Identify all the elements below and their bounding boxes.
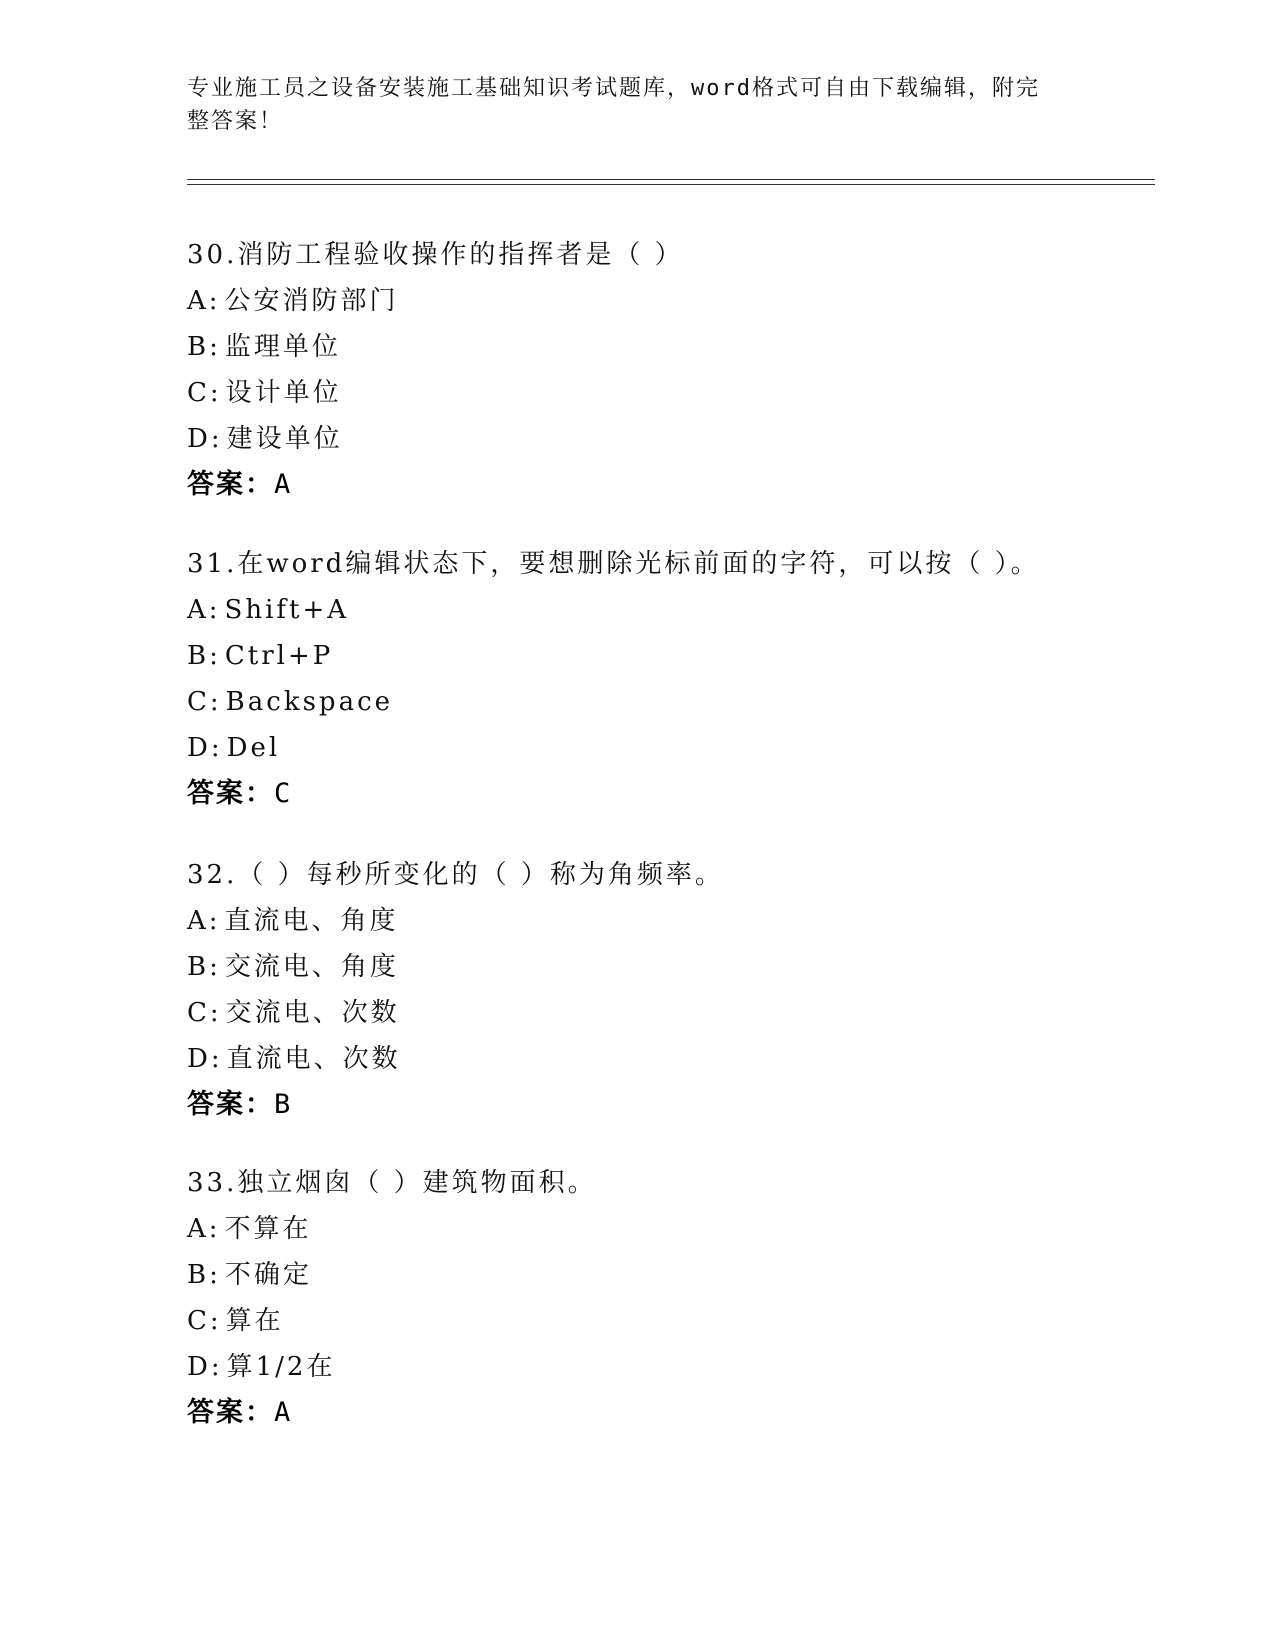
option-a <box>187 898 1167 944</box>
option-label: A: <box>187 906 221 936</box>
option-label: C: <box>187 1306 222 1336</box>
answer-label: 答案： <box>187 1089 274 1120</box>
answer-value: B <box>274 1089 293 1120</box>
header-divider-top <box>187 179 1155 180</box>
option-label: B: <box>187 332 221 362</box>
option-text: 交流电、角度 <box>224 952 399 982</box>
option-text: Backspace <box>225 687 394 717</box>
option-b <box>187 633 1167 679</box>
option-text: 直流电、次数 <box>226 1044 401 1074</box>
option-label: D: <box>187 1044 223 1074</box>
option-text: 设计单位 <box>225 378 342 408</box>
question-stem: 32.（ ）每秒所变化的（ ）称为角频率。 <box>187 860 724 890</box>
option-text: Ctrl+P <box>224 641 334 671</box>
option-text: 不算在 <box>224 1214 312 1244</box>
option-text: Del <box>226 733 281 763</box>
answer-value: A <box>274 469 293 500</box>
answer-line <box>187 462 1167 508</box>
document-header <box>187 72 1067 138</box>
option-label: A: <box>187 286 221 316</box>
question-33 <box>187 1160 1167 1436</box>
option-label: A: <box>187 1214 221 1244</box>
header-line-2: 整答案！ <box>187 109 284 134</box>
question-stem: 30.消防工程验收操作的指挥者是（ ） <box>187 240 684 270</box>
option-text: 建设单位 <box>226 424 343 454</box>
option-label: C: <box>187 378 222 408</box>
option-a <box>187 1206 1167 1252</box>
header-line-1: 专业施工员之设备安装施工基础知识考试题库，word格式可自由下载编辑，附完 <box>187 76 1040 101</box>
answer-label: 答案： <box>187 778 274 809</box>
question-30 <box>187 232 1167 508</box>
question-stem: 33.独立烟囱（ ）建筑物面积。 <box>187 1168 597 1198</box>
option-d <box>187 1036 1167 1082</box>
answer-line <box>187 1390 1167 1436</box>
option-text: 监理单位 <box>224 332 341 362</box>
option-a <box>187 278 1167 324</box>
option-label: D: <box>187 733 223 763</box>
option-c <box>187 1298 1167 1344</box>
option-text: 交流电、次数 <box>225 998 400 1028</box>
option-label: B: <box>187 641 221 671</box>
option-text: Shift+A <box>224 595 350 625</box>
option-b <box>187 324 1167 370</box>
option-d <box>187 1344 1167 1390</box>
question-32 <box>187 852 1167 1128</box>
option-b <box>187 1252 1167 1298</box>
answer-value: A <box>274 1397 293 1428</box>
option-text: 公安消防部门 <box>224 286 399 316</box>
answer-line <box>187 771 1167 817</box>
option-d <box>187 416 1167 462</box>
option-c <box>187 990 1167 1036</box>
option-a <box>187 587 1167 633</box>
option-b <box>187 944 1167 990</box>
option-text: 不确定 <box>224 1260 312 1290</box>
option-label: A: <box>187 595 221 625</box>
option-text: 算在 <box>225 1306 284 1336</box>
option-text: 直流电、角度 <box>224 906 399 936</box>
option-label: D: <box>187 424 223 454</box>
answer-label: 答案： <box>187 469 274 500</box>
option-label: D: <box>187 1352 223 1382</box>
option-text: 算1/2在 <box>226 1352 336 1382</box>
option-label: C: <box>187 687 222 717</box>
answer-value: C <box>274 778 293 809</box>
option-label: C: <box>187 998 222 1028</box>
option-d <box>187 725 1167 771</box>
question-31 <box>187 541 1167 817</box>
answer-line <box>187 1082 1167 1128</box>
header-divider-bottom <box>187 184 1155 185</box>
option-c <box>187 370 1167 416</box>
option-c <box>187 679 1167 725</box>
answer-label: 答案： <box>187 1397 274 1428</box>
option-label: B: <box>187 1260 221 1290</box>
question-stem: 31.在word编辑状态下，要想删除光标前面的字符，可以按（ ）。 <box>187 549 1040 579</box>
option-label: B: <box>187 952 221 982</box>
